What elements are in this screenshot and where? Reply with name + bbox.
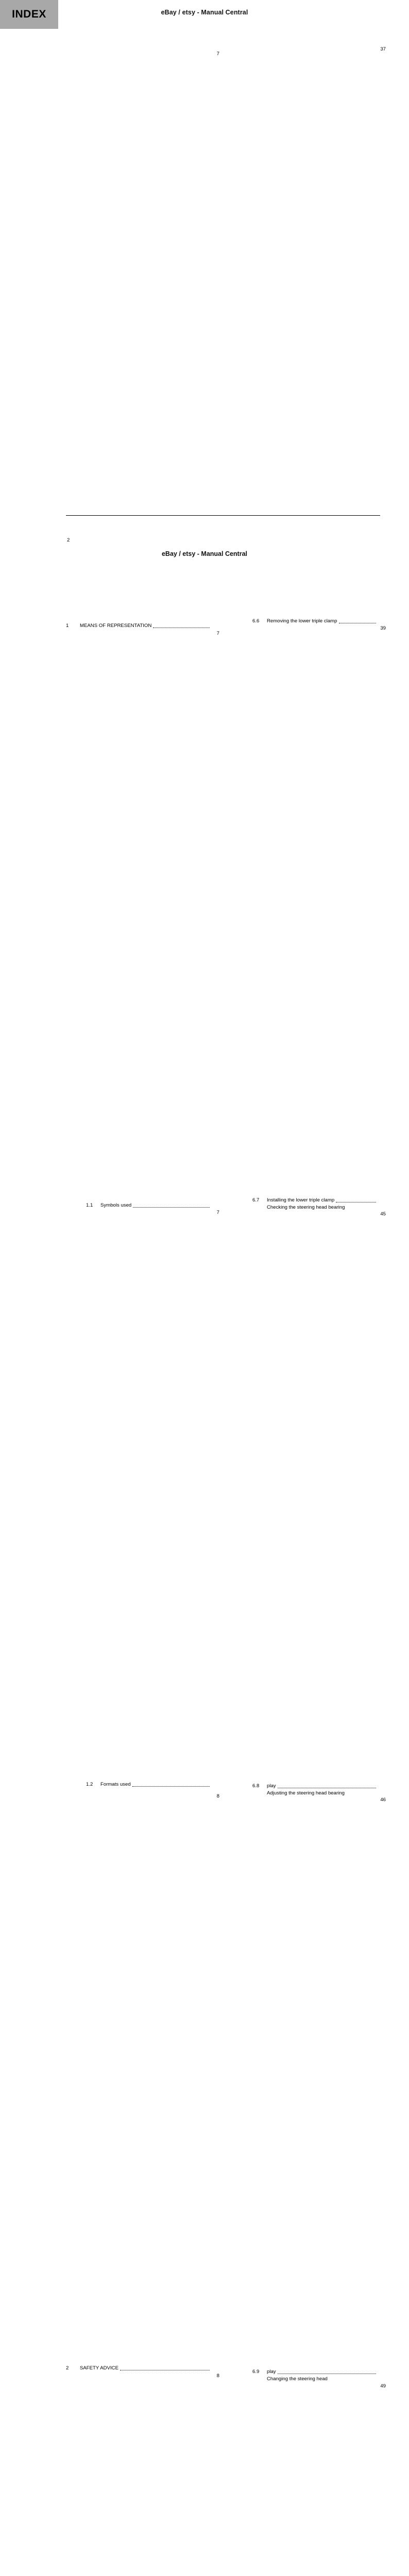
toc-entry-number: 6.8	[252, 1783, 260, 1789]
toc-entry-title-line: Removing the lower triple clamp	[267, 618, 337, 624]
footer-watermark: eBay / etsy - Manual Central	[161, 550, 248, 557]
toc-entry-title-block	[267, 46, 386, 624]
toc-entry[interactable]	[232, 1790, 386, 2375]
toc-entry-title-block	[80, 50, 219, 629]
toc-entry-number: 1.1	[86, 1202, 93, 1208]
toc-entry-title-line: Formats used	[100, 1781, 131, 1787]
toc-entry[interactable]	[66, 630, 219, 1209]
toc-entry-title-block	[267, 1204, 386, 1789]
toc-entry[interactable]	[232, 46, 386, 624]
toc-entry-number: 2	[66, 2365, 69, 2371]
toc-entry-last-line	[267, 2383, 386, 2576]
toc-right-column	[232, 45, 386, 2576]
toc-entry-last-line	[267, 1797, 386, 2375]
toc-entry-title-block	[267, 625, 386, 1204]
toc-entry-number: 1.2	[86, 1781, 93, 1787]
toc-entry[interactable]	[232, 2376, 386, 2576]
footer-page-number: 2	[67, 537, 70, 543]
toc-entry-page-number: 37	[377, 46, 386, 624]
toc-entry-title-block	[80, 1793, 219, 2371]
toc-entry-page-number: 7	[211, 630, 219, 1209]
toc-entry-title-line: Adjusting the steering head bearing	[267, 1790, 345, 1797]
toc-entry-page-number: 39	[377, 625, 386, 1204]
toc-entry-page-number: 7	[211, 50, 219, 629]
toc-entry-page-number: 45	[377, 1211, 386, 1789]
toc-entry-title-line: Installing the lower triple clamp	[267, 1197, 335, 1203]
toc-entry-title-line: Checking the steering head bearing	[267, 1205, 345, 1210]
toc-entry-page-number: 46	[377, 1797, 386, 2375]
toc-entry-number: 6.9	[252, 2369, 260, 2375]
toc-entry-title-line: Changing the steering head	[267, 2376, 328, 2382]
toc-left-column	[66, 45, 219, 2576]
toc-entry-number: 6.7	[252, 1197, 260, 1203]
toc-entry[interactable]	[66, 50, 219, 629]
toc-entry-page-number: 8	[211, 1793, 219, 2371]
toc-entry-title-line: play	[267, 1783, 276, 1789]
toc-entry-title-line: MEANS OF REPRESENTATION	[80, 622, 152, 629]
header-watermark: eBay / etsy - Manual Central	[161, 9, 248, 16]
toc-entry-title-block	[100, 2372, 219, 2576]
toc-entry-number: 6.6	[252, 618, 260, 624]
toc-entry[interactable]	[66, 1209, 219, 1788]
toc-entry-page-number: 49	[377, 2383, 386, 2576]
toc-entry-title-line: SAFETY ADVICE	[80, 2365, 118, 2371]
index-badge-label: INDEX	[12, 8, 46, 20]
toc-leader-dots	[132, 1786, 210, 1787]
toc-entry-title-block	[100, 1209, 219, 1788]
toc-entry-last-line	[267, 1211, 386, 1789]
toc-entry-page-number: 7	[211, 1209, 219, 1788]
toc-entry-page-number: 8	[211, 2372, 219, 2576]
toc-entry-title-block	[267, 2376, 386, 2576]
toc-entry-title-block	[267, 1790, 386, 2375]
toc-entry[interactable]	[66, 2372, 219, 2576]
toc-entry-title-block	[100, 630, 219, 1209]
footer-divider	[66, 515, 380, 516]
toc-leader-dots	[133, 1207, 210, 1208]
toc-entry-title-line: Symbols used	[100, 1202, 132, 1208]
table-of-contents	[66, 45, 386, 2576]
toc-entry-title-line: play	[267, 2369, 276, 2375]
toc-entry-number: 1	[66, 622, 69, 629]
toc-entry[interactable]	[232, 625, 386, 1204]
toc-entry[interactable]	[66, 1793, 219, 2371]
toc-entry[interactable]	[232, 1204, 386, 1789]
